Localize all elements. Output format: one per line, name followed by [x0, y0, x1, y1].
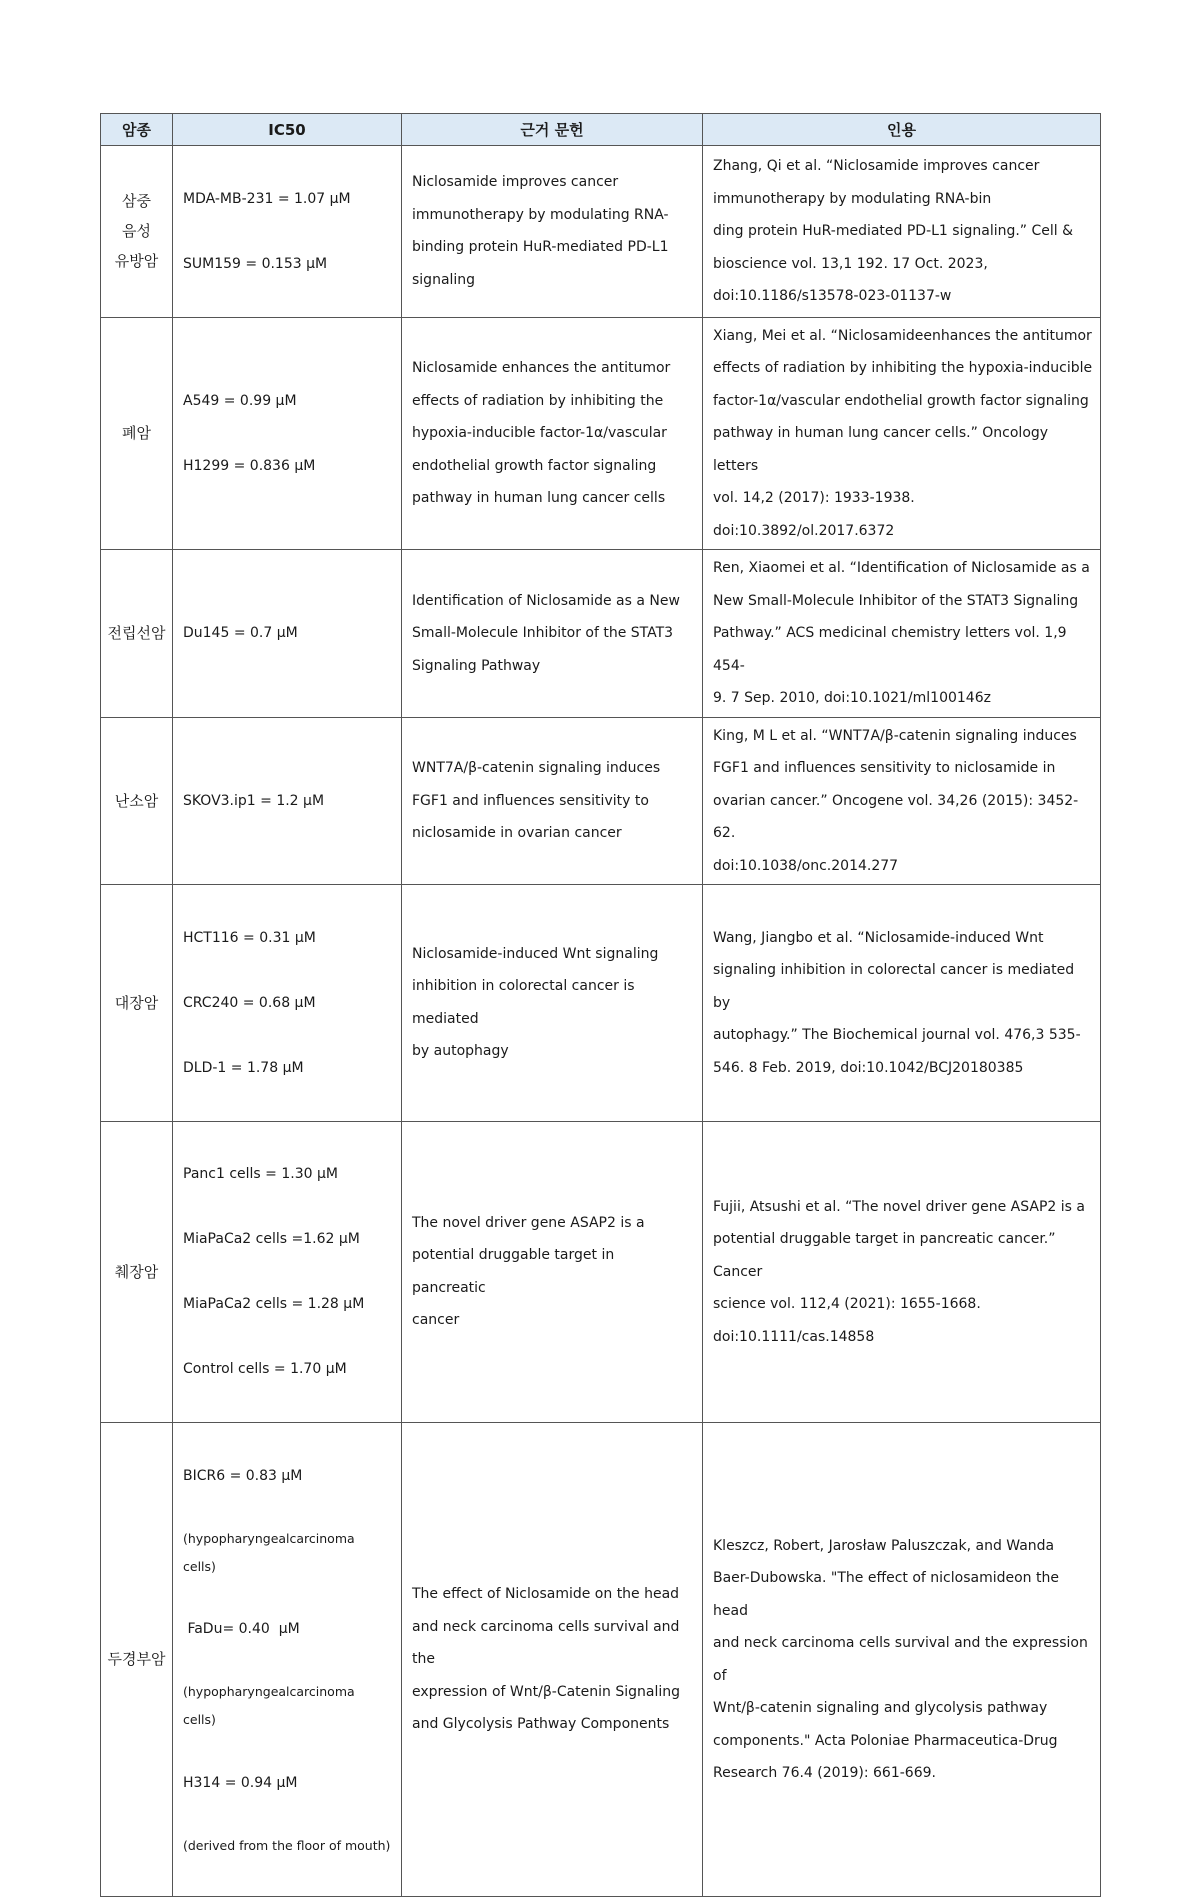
citation-cell: Kleszcz, Robert, Jarosław Paluszczak, and Wanda Baer-Dubowska. "The effect of niclosamideon the head and neck carcinoma cells survival and the expression of Wnt/β-catenin signaling and glycolysis pathway components." Acta Poloniae Pharmaceutica-Drug Research 76.4 (2019): 661-669.	[703, 1423, 1101, 1897]
ic50-value: BICR6 = 0.83 μM	[183, 1467, 303, 1484]
cancer-type-text: 난소암	[114, 791, 159, 810]
header-citation: 인용	[703, 114, 1101, 146]
ic50-value: SUM159 = 0.153 μM	[183, 255, 328, 272]
ic50-value: Control cells = 1.70 μM	[183, 1361, 347, 1377]
cancer-type-cell	[101, 885, 173, 1122]
ic50-value: SKOV3.ip1 = 1.2 μM	[183, 792, 325, 809]
citation-cell: Fujii, Atsushi et al. “The novel driver gene ASAP2 is a potential druggable target in pancreatic cancer.” Cancer science vol. 112,4 (2021): 1655-1668. doi:10.1111/cas.14858	[703, 1121, 1101, 1423]
cancer-type-cell	[101, 146, 173, 318]
ic50-cell-line-note: (derived from the floor of mouth)	[183, 1837, 391, 1853]
ic50-value: H314 = 0.94 μM	[183, 1774, 298, 1791]
table-row	[101, 717, 1101, 885]
header-cancer-type: 암종	[101, 114, 173, 146]
ic50-value: DLD-1 = 1.78 μM	[183, 1059, 304, 1076]
cancer-type-text: 삼중 음성 유방암	[114, 192, 159, 271]
ic50-cell	[173, 550, 402, 718]
reference-table	[100, 113, 1101, 1897]
reference-title-cell: Niclosamide improves cancer immunotherapy by modulating RNA- binding protein HuR-mediated PD-L1 signaling	[402, 146, 703, 318]
ic50-value: A549 = 0.99 μM	[183, 392, 297, 409]
reference-title-cell: Identification of Niclosamide as a New Small-Molecule Inhibitor of the STAT3 Signaling Pathway	[402, 550, 703, 718]
reference-title-cell: WNT7A/β-catenin signaling induces FGF1 and influences sensitivity to niclosamide in ovarian cancer	[402, 717, 703, 885]
table-row	[101, 550, 1101, 718]
ic50-value: Du145 = 0.7 μM	[183, 625, 298, 641]
ic50-value: FaDu= 0.40 μM	[183, 1621, 300, 1637]
table-row	[101, 1423, 1101, 1897]
header-reference: 근거 문헌	[402, 114, 703, 146]
citation-cell: King, M L et al. “WNT7A/β-catenin signaling induces FGF1 and influences sensitivity to niclosamide in ovarian cancer.” Oncogene vol. 34,26 (2015): 3452-62. doi:10.1038/onc.2014.277	[703, 717, 1101, 885]
reference-title-cell: Niclosamide-induced Wnt signaling inhibition in colorectal cancer is mediated by autophagy	[402, 885, 703, 1122]
cancer-type-text: 대장암	[114, 993, 159, 1012]
header-ic50: IC50	[173, 114, 402, 146]
ic50-value: Panc1 cells = 1.30 μM	[183, 1166, 338, 1182]
ic50-value: MiaPaCa2 cells = 1.28 μM	[183, 1296, 365, 1312]
cancer-type-text: 폐암	[122, 424, 151, 442]
citation-cell: Wang, Jiangbo et al. “Niclosamide-induced Wnt signaling inhibition in colorectal cancer is mediated by autophagy.” The Biochemical journal vol. 476,3 535- 546. 8 Feb. 2019, doi:10.1042/BCJ20180385	[703, 885, 1101, 1122]
ic50-cell	[173, 1121, 402, 1423]
ic50-cell	[173, 717, 402, 885]
reference-title-cell: The effect of Niclosamide on the head and neck carcinoma cells survival and the expression of Wnt/β-Catenin Signaling and Glycolysis Pathway Components	[402, 1423, 703, 1897]
ic50-value: HCT116 = 0.31 μM	[183, 929, 316, 946]
ic50-value: MiaPaCa2 cells =1.62 μM	[183, 1231, 360, 1247]
reference-title-cell: The novel driver gene ASAP2 is a potential druggable target in pancreatic cancer	[402, 1121, 703, 1423]
table-row	[101, 885, 1101, 1122]
cancer-type-cell	[101, 717, 173, 885]
ic50-value: H1299 = 0.836 μM	[183, 457, 316, 474]
cancer-type-cell	[101, 1423, 173, 1897]
ic50-cell	[173, 885, 402, 1122]
table-row	[101, 146, 1101, 318]
ic50-cell-line-note: (hypopharyngealcarcinoma cells)	[183, 1684, 355, 1727]
ic50-cell-line-note: (hypopharyngealcarcinoma cells)	[183, 1530, 355, 1574]
citation-cell: Ren, Xiaomei et al. “Identification of Niclosamide as a New Small-Molecule Inhibitor of the STAT3 Signaling Pathway.” ACS medicinal chemistry letters vol. 1,9 454- 9. 7 Sep. 2010, doi:10.1021/ml100146z	[703, 550, 1101, 718]
cancer-type-text: 전립선암	[107, 624, 166, 642]
cancer-type-text: 췌장암	[114, 1262, 159, 1281]
ic50-cell	[173, 1423, 402, 1897]
table-row	[101, 1121, 1101, 1423]
citation-cell: Zhang, Qi et al. “Niclosamide improves cancer immunotherapy by modulating RNA-bin ding protein HuR-mediated PD-L1 signaling.” Cell & bioscience vol. 13,1 192. 17 Oct. 2023, doi:10.1186/s13578-023-01137-w	[703, 146, 1101, 318]
ic50-cell	[173, 317, 402, 550]
cancer-type-cell	[101, 317, 173, 550]
table-header	[101, 114, 1101, 146]
cancer-type-text: 두경부암	[107, 1650, 166, 1669]
table-row	[101, 317, 1101, 550]
cancer-type-cell	[101, 1121, 173, 1423]
cancer-type-cell	[101, 550, 173, 718]
ic50-value: CRC240 = 0.68 μM	[183, 994, 316, 1011]
reference-title-cell: Niclosamide enhances the antitumor effects of radiation by inhibiting the hypoxia-inducible factor-1α/vascular endothelial growth factor signaling pathway in human lung cancer cells	[402, 317, 703, 550]
ic50-value: MDA-MB-231 = 1.07 μM	[183, 190, 351, 207]
ic50-cell	[173, 146, 402, 318]
citation-cell: Xiang, Mei et al. “Niclosamideenhances the antitumor effects of radiation by inhibiting the hypoxia-inducible factor-1α/vascular endothelial growth factor signaling pathway in human lung cancer cells.” Oncology letters vol. 14,2 (2017): 1933-1938. doi:10.3892/ol.2017.6372	[703, 317, 1101, 550]
